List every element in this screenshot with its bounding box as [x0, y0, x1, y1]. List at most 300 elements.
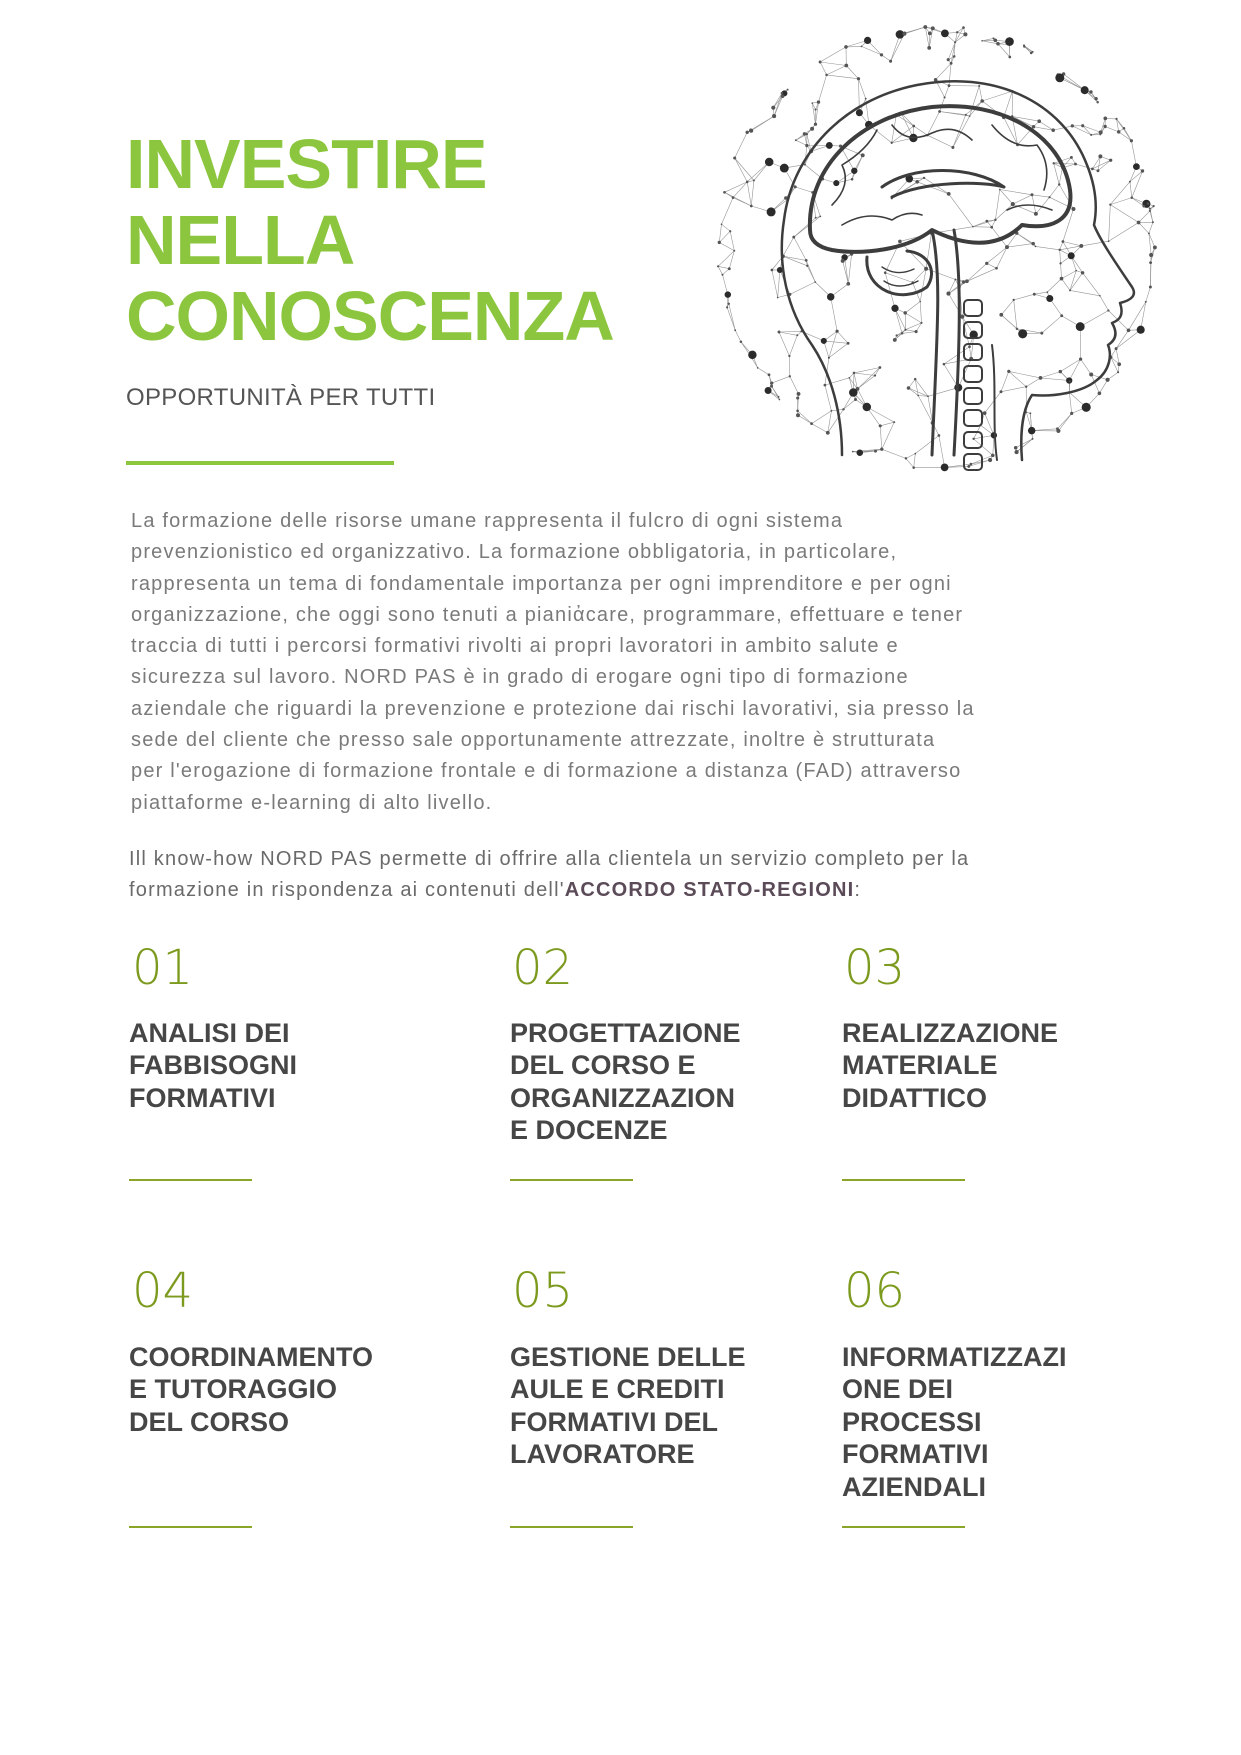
network-link	[1041, 378, 1070, 381]
network-link	[973, 227, 992, 228]
network-node	[986, 220, 989, 223]
network-node	[901, 332, 903, 334]
network-node	[1117, 371, 1119, 373]
network-link	[772, 270, 778, 298]
network-link	[1130, 182, 1132, 198]
network-node	[1107, 309, 1109, 311]
network-node	[954, 279, 956, 281]
network-link	[967, 263, 987, 281]
network-node	[880, 53, 883, 56]
step-number: 02	[512, 940, 574, 996]
network-node	[993, 37, 995, 39]
network-node	[1096, 101, 1098, 103]
network-link	[1109, 205, 1111, 242]
network-link	[1017, 439, 1033, 452]
network-node	[978, 85, 980, 87]
network-node	[941, 30, 949, 38]
step-divider	[842, 1526, 965, 1528]
network-node	[898, 240, 902, 244]
network-node	[1062, 240, 1065, 243]
network-node	[1097, 169, 1100, 172]
network-link	[880, 422, 894, 426]
step-title-line: INFORMATIZZAZI	[842, 1342, 1067, 1372]
network-node	[1008, 56, 1011, 59]
network-node	[861, 153, 865, 157]
network-link	[1110, 205, 1138, 223]
network-node	[970, 463, 973, 466]
network-link	[772, 386, 779, 397]
network-link	[812, 411, 832, 424]
network-link	[1070, 273, 1083, 291]
network-link	[1060, 250, 1061, 264]
head-profile	[782, 81, 1134, 470]
network-node	[824, 384, 827, 387]
network-link	[995, 190, 999, 220]
network-link	[722, 224, 731, 231]
network-link	[858, 376, 876, 389]
network-node	[805, 259, 808, 262]
page-title-line: NELLA	[126, 201, 355, 279]
network-link	[905, 302, 920, 313]
network-node	[1137, 326, 1145, 334]
network-node	[917, 395, 919, 397]
network-node	[999, 313, 1003, 317]
network-node	[767, 207, 776, 216]
network-node	[1037, 119, 1041, 123]
network-node	[732, 196, 735, 199]
network-node	[1089, 372, 1093, 376]
spinal-cord	[954, 230, 959, 455]
network-node	[765, 158, 774, 167]
network-node	[1018, 329, 1027, 338]
network-node	[905, 457, 907, 459]
network-node	[810, 422, 813, 425]
step-divider	[129, 1179, 252, 1181]
network-link	[1117, 119, 1132, 141]
network-node	[740, 341, 743, 344]
network-link	[824, 341, 848, 343]
intro-line: prevenzionistico ed organizzativo. La formazione obbligatoria, in particolare,	[131, 541, 898, 564]
network-node	[1069, 289, 1071, 291]
network-node	[1115, 347, 1118, 350]
step-number: 04	[132, 1263, 194, 1319]
network-link	[939, 436, 945, 468]
network-node	[827, 293, 834, 300]
network-node	[1142, 205, 1145, 208]
vertebra	[964, 300, 982, 316]
network-node	[920, 322, 922, 324]
step-title-line: DEL CORSO	[129, 1406, 290, 1437]
step-divider	[842, 1179, 965, 1181]
network-node	[804, 164, 806, 166]
network-link	[1001, 387, 1026, 392]
network-node	[902, 32, 906, 36]
network-link	[973, 220, 996, 227]
network-node	[1127, 328, 1131, 332]
network-node	[1081, 124, 1084, 127]
network-node	[893, 338, 897, 342]
network-node	[968, 345, 971, 348]
cerebellum-folds	[882, 267, 918, 286]
network-link	[1009, 371, 1041, 378]
network-node	[999, 189, 1001, 191]
network-link	[719, 224, 721, 242]
network-link	[1032, 429, 1058, 431]
network-link	[1061, 263, 1062, 278]
network-node	[734, 329, 736, 331]
page-subtitle: OPPORTUNITÀ PER TUTTI	[126, 384, 436, 411]
network-node	[779, 399, 781, 401]
accordo-colon: :	[854, 879, 862, 902]
page-title-line: CONOSCENZA	[126, 277, 614, 355]
network-node	[1094, 97, 1097, 100]
network-link	[1054, 163, 1060, 184]
network-node	[817, 100, 820, 103]
step-title-line: COORDINAMENTO	[129, 1342, 374, 1372]
network-link	[862, 46, 882, 55]
network-node	[846, 282, 850, 286]
network-node	[781, 95, 785, 99]
network-node	[1129, 181, 1131, 183]
network-node	[1011, 202, 1015, 206]
network-node	[1108, 240, 1110, 242]
network-node	[893, 421, 895, 423]
network-node	[1099, 130, 1103, 134]
network-link	[794, 237, 806, 260]
network-node	[844, 64, 848, 68]
network-link	[1001, 300, 1013, 315]
network-node	[914, 378, 916, 380]
network-node	[1031, 242, 1035, 246]
network-node	[891, 305, 898, 312]
accordo-highlight: ACCORDO STATO-REGIONI	[564, 879, 855, 902]
network-link	[1146, 287, 1151, 302]
network-node	[826, 431, 830, 435]
network-node	[1137, 221, 1141, 225]
network-node	[765, 387, 772, 394]
network-node	[938, 110, 941, 113]
network-node	[990, 226, 993, 229]
network-node	[1153, 245, 1157, 249]
step-title-line: DEL CORSO E	[510, 1050, 696, 1081]
vertebra	[964, 388, 982, 404]
network-node	[721, 274, 723, 276]
network-link	[973, 221, 987, 227]
network-link	[747, 162, 769, 182]
network-node	[1149, 208, 1151, 210]
network-node	[967, 465, 970, 468]
network-link	[1034, 292, 1047, 294]
network-link	[1105, 127, 1119, 132]
network-node	[821, 338, 827, 344]
network-node	[874, 374, 876, 376]
network-link	[859, 79, 866, 99]
network-node	[1075, 270, 1077, 272]
network-node	[792, 236, 795, 239]
network-node	[748, 351, 756, 359]
network-link	[1081, 359, 1092, 374]
brain-gyrus	[892, 125, 972, 140]
network-link	[979, 86, 982, 101]
network-node	[796, 409, 799, 412]
network-node	[1098, 154, 1102, 158]
network-link	[1100, 296, 1109, 311]
network-node	[1074, 163, 1077, 166]
network-link	[790, 282, 815, 294]
network-link	[971, 460, 990, 464]
network-node	[938, 434, 941, 437]
network-node	[884, 271, 887, 274]
network-node	[778, 331, 781, 334]
intro-line: rappresenta un tema di fondamentale importanza per ogni imprenditore e per ogni	[131, 572, 952, 595]
network-link	[902, 332, 916, 334]
network-node	[848, 377, 850, 379]
network-node	[828, 357, 830, 359]
network-node	[1034, 212, 1038, 216]
network-node	[851, 178, 854, 181]
vertebra	[964, 432, 982, 448]
network-node	[1031, 193, 1034, 196]
network-node	[879, 424, 882, 427]
network-node	[795, 139, 797, 141]
network-link	[1041, 372, 1061, 378]
network-node	[1028, 427, 1036, 435]
network-node	[797, 392, 801, 396]
network-node	[1152, 205, 1154, 207]
network-link	[829, 331, 837, 358]
network-node	[947, 58, 950, 61]
network-node	[745, 131, 748, 134]
network-node	[1149, 210, 1151, 212]
network-link	[1000, 190, 1032, 195]
network-link	[914, 126, 928, 135]
network-node	[954, 41, 956, 43]
network-link	[906, 454, 915, 459]
network-link	[1062, 279, 1071, 291]
network-node	[969, 115, 971, 117]
network-node	[1046, 291, 1048, 293]
network-node	[819, 216, 821, 218]
network-node	[1071, 124, 1074, 127]
step-title-line: ANALISI DEI	[129, 1018, 290, 1048]
network-link	[1070, 290, 1100, 295]
network-node	[814, 281, 816, 283]
network-link	[848, 254, 851, 284]
network-link	[1014, 300, 1017, 329]
network-node	[781, 92, 784, 95]
network-link	[867, 407, 894, 422]
network-link	[758, 368, 769, 375]
network-node	[841, 259, 845, 263]
step-title	[842, 1341, 1066, 1503]
network-node	[1115, 118, 1117, 120]
network-node	[733, 250, 735, 252]
step-title	[129, 1341, 373, 1438]
network-link	[1132, 171, 1143, 198]
network-link	[718, 266, 722, 274]
network-node	[728, 303, 730, 305]
intro-line: aziendale che riguardi la prevenzione e protezione dai rischi lavorativi, sia presso la	[131, 697, 975, 720]
network-link	[906, 330, 917, 332]
network-link	[882, 449, 906, 458]
network-node	[830, 410, 832, 412]
network-link	[1131, 141, 1136, 167]
intro-line: traccia di tutti i percorsi formativi rivolti ai propri lavoratori in ambito salute e	[131, 635, 899, 658]
network-link	[882, 422, 894, 449]
step-title-line: REALIZZAZIONE	[842, 1018, 1058, 1048]
network-node	[991, 454, 995, 458]
step-title	[510, 1017, 741, 1147]
network-node	[1098, 391, 1102, 395]
network-node	[746, 181, 749, 184]
network-node	[794, 185, 797, 188]
network-link	[1013, 195, 1032, 204]
network-node	[1109, 159, 1112, 162]
network-node	[962, 280, 965, 283]
network-link	[1109, 223, 1139, 242]
network-node	[1056, 429, 1060, 433]
accordo-line: Ill know-how NORD PAS permette di offrire alla clientela un servizio completo per la	[129, 848, 970, 870]
step-number: 06	[844, 1263, 906, 1319]
network-node	[1070, 412, 1073, 415]
network-link	[1032, 195, 1036, 214]
network-node	[965, 279, 969, 283]
network-node	[780, 164, 789, 173]
network-link	[1119, 132, 1132, 141]
network-node	[725, 291, 731, 297]
network-node	[1131, 196, 1134, 199]
network-link	[837, 331, 848, 343]
network-link	[783, 256, 807, 266]
network-node	[912, 125, 915, 128]
step-title-line: AULE E CREDITI	[510, 1374, 725, 1405]
accordo-paragraph	[129, 844, 969, 907]
network-link	[844, 400, 856, 410]
step-title-line: E DOCENZE	[510, 1115, 668, 1146]
network-node	[826, 142, 833, 149]
network-link	[778, 270, 780, 298]
network-node	[1005, 245, 1009, 249]
network-node	[1068, 252, 1075, 259]
network-node	[733, 156, 736, 159]
network-node	[1046, 295, 1053, 302]
step-number: 01	[132, 940, 194, 996]
intro-line: La formazione delle risorse umane rappresenta il fulcro di ogni sistema	[131, 510, 844, 532]
step-divider	[129, 1526, 252, 1528]
step-title-line: FABBISOGNI	[129, 1050, 298, 1081]
network-node	[951, 146, 954, 149]
network-link	[747, 182, 751, 206]
network-link	[1042, 316, 1062, 333]
network-node	[972, 226, 974, 228]
network-link	[827, 75, 859, 79]
network-link	[1009, 371, 1026, 386]
network-node	[749, 128, 752, 131]
network-node	[853, 372, 856, 375]
network-link	[985, 392, 1001, 413]
intro-paragraph	[131, 506, 975, 819]
step-title-line: DIDATTICO	[842, 1082, 987, 1113]
network-node	[771, 269, 774, 272]
network-node	[849, 388, 858, 397]
network-link	[1072, 126, 1091, 135]
network-link	[829, 343, 848, 358]
network-node	[1035, 246, 1037, 248]
network-node	[1147, 202, 1149, 204]
network-node	[1099, 134, 1101, 136]
network-node	[912, 466, 915, 469]
network-link	[820, 62, 846, 66]
step-title-line: PROCESSI	[842, 1406, 982, 1437]
step-title-line: E TUTORAGGIO	[129, 1374, 338, 1405]
network-link	[772, 376, 790, 383]
network-link	[825, 385, 832, 411]
network-node	[963, 32, 967, 36]
network-node	[811, 102, 813, 104]
network-node	[723, 191, 726, 194]
network-link	[928, 388, 958, 397]
corpus-callosum	[882, 171, 1004, 198]
network-link	[1026, 378, 1040, 387]
accordo-text: formazione in rispondenza ai contenuti dell'	[129, 879, 565, 902]
network-link	[779, 332, 797, 335]
network-node	[1081, 271, 1084, 274]
network-node	[803, 132, 807, 136]
network-node	[852, 451, 854, 453]
network-node	[1133, 163, 1140, 170]
network-link	[1036, 246, 1060, 249]
network-node	[996, 42, 1000, 46]
network-link	[995, 204, 1012, 220]
network-node	[1058, 183, 1060, 185]
network-node	[787, 89, 789, 91]
network-link	[798, 411, 812, 424]
network-node	[789, 375, 791, 377]
network-link	[882, 55, 891, 61]
network-node	[889, 60, 892, 63]
network-link	[828, 411, 832, 433]
network-link	[970, 86, 980, 116]
network-link	[751, 116, 774, 130]
network-node	[728, 267, 731, 270]
network-node	[729, 230, 731, 232]
network-link	[927, 135, 953, 147]
network-node	[1149, 253, 1153, 257]
network-node	[941, 464, 949, 472]
network-node	[857, 449, 863, 455]
network-node	[778, 396, 780, 398]
network-node	[1106, 378, 1110, 382]
network-node	[1079, 244, 1083, 248]
step-title-line: AZIENDALI	[842, 1471, 986, 1502]
step-number: 05	[512, 1263, 574, 1319]
network-link	[1000, 190, 1013, 205]
network-link	[945, 86, 949, 98]
network-link	[719, 242, 734, 250]
network-link	[949, 282, 964, 294]
network-node	[1048, 196, 1050, 198]
step-title-line: MATERIALE	[842, 1050, 998, 1081]
network-link	[735, 132, 748, 158]
network-link	[719, 231, 730, 242]
network-link	[858, 368, 880, 389]
network-node	[994, 219, 996, 221]
network-node	[721, 223, 723, 225]
network-node	[1149, 261, 1152, 264]
network-link	[735, 158, 754, 181]
network-node	[1053, 162, 1055, 164]
network-node	[815, 109, 817, 111]
